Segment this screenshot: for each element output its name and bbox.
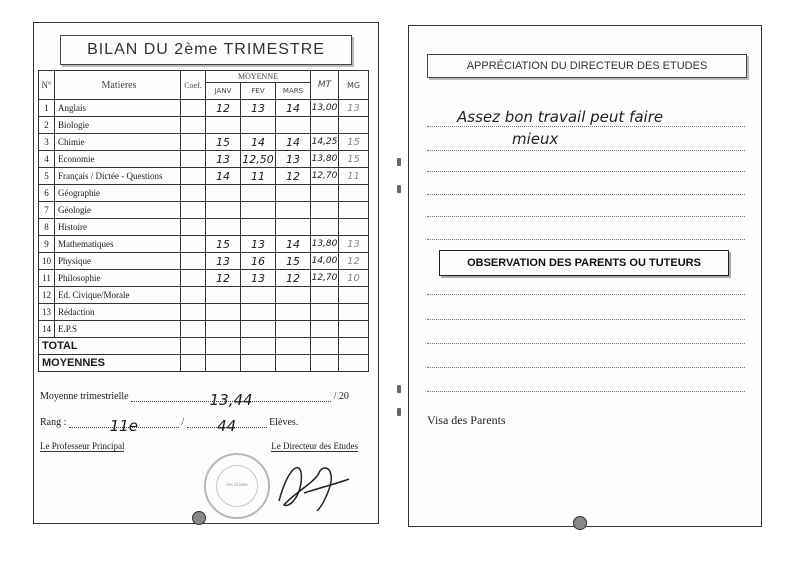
col-header-mt: MT — [311, 71, 339, 100]
row-number: 2 — [39, 117, 55, 134]
coef-cell — [181, 100, 206, 117]
subject-name: E.P.S — [55, 321, 181, 338]
coef-cell — [181, 134, 206, 151]
row-number: 13 — [39, 304, 55, 321]
row-number: 3 — [39, 134, 55, 151]
row-number: 11 — [39, 270, 55, 287]
moyenne-trim-value: 13,44 — [209, 391, 253, 409]
grade-mg: 13 — [339, 100, 369, 117]
grade-row — [39, 236, 369, 253]
coef-cell — [181, 151, 206, 168]
grade-fev: 14 — [241, 134, 276, 151]
dotted-line — [427, 367, 745, 368]
observation-title: OBSERVATION DES PARENTS OU TUTEURS — [439, 250, 729, 276]
grade-row — [39, 151, 369, 168]
coef-cell — [181, 219, 206, 236]
stamp-text: des Etudes — [216, 465, 258, 507]
grade-mt — [311, 321, 339, 338]
grade-mars: 15 — [276, 253, 311, 270]
row-number: 8 — [39, 219, 55, 236]
grade-mars: 12 — [276, 168, 311, 185]
subject-name: Français / Dictée - Questions — [55, 168, 181, 185]
visa-parents-label: Visa des Parents — [427, 413, 506, 427]
col-header-fev: FEV — [241, 83, 276, 100]
grade-fev: 16 — [241, 253, 276, 270]
grade-mars: 14 — [276, 236, 311, 253]
grade-fev: 13 — [241, 100, 276, 117]
grade-mg — [339, 321, 369, 338]
rang-separator: / — [181, 417, 185, 428]
col-header-mars: MARS — [276, 83, 311, 100]
grade-mt — [311, 304, 339, 321]
dotted-line — [427, 216, 745, 217]
grade-mt — [311, 185, 339, 202]
appreciation-title: APPRÉCIATION DU DIRECTEUR DES ETUDES — [427, 54, 747, 78]
grade-mg — [339, 219, 369, 236]
grade-row — [39, 134, 369, 151]
appreciation-page — [408, 25, 762, 527]
row-number: 4 — [39, 151, 55, 168]
grade-jan — [206, 219, 241, 236]
col-header-mg: MG — [339, 71, 369, 100]
subject-name: Biologie — [55, 117, 181, 134]
subject-name: Rédaction — [55, 304, 181, 321]
grade-mars — [276, 321, 311, 338]
grade-row — [39, 100, 369, 117]
grade-mt: 13,00 — [311, 100, 339, 117]
coef-cell — [181, 117, 206, 134]
grade-mt: 14,00 — [311, 253, 339, 270]
col-header-moyenne: MOYENNE — [206, 71, 311, 83]
grade-mg — [339, 202, 369, 219]
grade-mt: 13,80 — [311, 236, 339, 253]
grade-mt — [311, 287, 339, 304]
coef-cell — [181, 304, 206, 321]
col-header-jan: JANV — [206, 83, 241, 100]
grade-fev — [241, 321, 276, 338]
col-header-matieres: Matieres — [55, 71, 181, 100]
prof-principal-label: Le Professeur Principal — [40, 441, 125, 451]
subject-name: Géographie — [55, 185, 181, 202]
eleves-value: 44 — [217, 417, 237, 435]
row-number: 7 — [39, 202, 55, 219]
grade-jan — [206, 287, 241, 304]
dotted-line — [427, 319, 745, 320]
grades-body — [39, 100, 369, 338]
grade-mt: 12,70 — [311, 270, 339, 287]
director-signature — [259, 453, 359, 515]
grade-row — [39, 168, 369, 185]
grade-mt: 13,80 — [311, 151, 339, 168]
dotted-line — [427, 239, 745, 240]
grade-row — [39, 270, 369, 287]
subject-name: Ed. Civique/Morale — [55, 287, 181, 304]
grade-mars — [276, 219, 311, 236]
appreciation-text — [457, 106, 663, 150]
grade-mg — [339, 304, 369, 321]
grade-mt — [311, 117, 339, 134]
grade-mars — [276, 185, 311, 202]
row-number: 10 — [39, 253, 55, 270]
grade-row — [39, 202, 369, 219]
dotted-line — [427, 391, 745, 392]
grade-mg: 10 — [339, 270, 369, 287]
row-number: 12 — [39, 287, 55, 304]
grade-jan: 14 — [206, 168, 241, 185]
grade-row — [39, 321, 369, 338]
coef-cell — [181, 168, 206, 185]
grade-row — [39, 287, 369, 304]
grade-mars — [276, 202, 311, 219]
grade-fev: 11 — [241, 168, 276, 185]
moyennes-label: MOYENNES — [39, 355, 181, 372]
coef-cell — [181, 321, 206, 338]
subject-name: Géologie — [55, 202, 181, 219]
subject-name: Physique — [55, 253, 181, 270]
row-number: 6 — [39, 185, 55, 202]
grade-row — [39, 185, 369, 202]
row-number: 9 — [39, 236, 55, 253]
grade-jan — [206, 304, 241, 321]
coef-cell — [181, 202, 206, 219]
grade-mg: 15 — [339, 151, 369, 168]
binder-clip — [397, 408, 401, 416]
rang-line — [40, 417, 299, 435]
col-header-coef: Coef. — [181, 71, 206, 100]
subject-name: Anglais — [55, 100, 181, 117]
grade-fev — [241, 117, 276, 134]
grade-mars — [276, 117, 311, 134]
row-number: 14 — [39, 321, 55, 338]
grade-jan: 13 — [206, 253, 241, 270]
grade-mt — [311, 202, 339, 219]
subject-name: Economie — [55, 151, 181, 168]
grade-mars: 14 — [276, 134, 311, 151]
grade-jan — [206, 185, 241, 202]
rang-label: Rang : — [40, 417, 67, 428]
coef-cell — [181, 185, 206, 202]
eleves-label: Elèves. — [269, 417, 299, 428]
subject-name: Chimie — [55, 134, 181, 151]
grade-row — [39, 253, 369, 270]
appreciation-line-2: mieux — [512, 130, 559, 148]
grade-mars: 14 — [276, 100, 311, 117]
dotted-line — [427, 294, 745, 295]
row-number: 1 — [39, 100, 55, 117]
grade-mg: 15 — [339, 134, 369, 151]
grade-fev: 13 — [241, 270, 276, 287]
grade-jan: 13 — [206, 151, 241, 168]
moyenne-trim-suffix: / 20 — [333, 391, 349, 402]
grade-mt: 14,25 — [311, 134, 339, 151]
grade-mt: 12,70 — [311, 168, 339, 185]
binder-hole — [192, 511, 206, 525]
coef-cell — [181, 287, 206, 304]
grade-jan: 12 — [206, 270, 241, 287]
grade-fev — [241, 287, 276, 304]
grade-fev — [241, 202, 276, 219]
total-label: TOTAL — [39, 338, 181, 355]
grade-mg — [339, 287, 369, 304]
binder-hole — [573, 516, 587, 530]
coef-cell — [181, 236, 206, 253]
grade-fev — [241, 185, 276, 202]
subject-name: Histoire — [55, 219, 181, 236]
directeur-label: Le Directeur des Etudes — [271, 441, 358, 451]
grade-jan — [206, 321, 241, 338]
dotted-line — [427, 194, 745, 195]
grade-mars — [276, 304, 311, 321]
subject-name: Philosophie — [55, 270, 181, 287]
grade-fev — [241, 219, 276, 236]
col-header-no: N° — [39, 71, 55, 100]
binder-clip — [397, 158, 401, 166]
grade-mt — [311, 219, 339, 236]
rang-value: 11e — [109, 417, 139, 435]
moyenne-trim-label: Moyenne trimestrielle — [40, 391, 129, 402]
dotted-line — [427, 150, 745, 151]
dotted-line — [427, 171, 745, 172]
grade-mg: 11 — [339, 168, 369, 185]
coef-cell — [181, 253, 206, 270]
grades-table — [38, 70, 369, 372]
bilan-title: BILAN DU 2ème TRIMESTRE — [60, 35, 352, 65]
moyenne-trimestrielle-line — [40, 391, 349, 409]
grade-mars — [276, 287, 311, 304]
grade-mg: 12 — [339, 253, 369, 270]
grade-row — [39, 117, 369, 134]
grade-jan: 15 — [206, 134, 241, 151]
grade-mg: 13 — [339, 236, 369, 253]
subject-name: Mathematiques — [55, 236, 181, 253]
grade-fev — [241, 304, 276, 321]
binder-clip — [397, 385, 401, 393]
coef-cell — [181, 270, 206, 287]
binder-clip — [397, 185, 401, 193]
grade-jan — [206, 117, 241, 134]
grade-mg — [339, 185, 369, 202]
grade-jan — [206, 202, 241, 219]
grade-mg — [339, 117, 369, 134]
row-number: 5 — [39, 168, 55, 185]
dotted-line — [427, 343, 745, 344]
grade-mars: 12 — [276, 270, 311, 287]
grade-fev: 12,50 — [242, 152, 274, 166]
grade-row — [39, 219, 369, 236]
grade-jan: 15 — [206, 236, 241, 253]
bilan-page — [33, 22, 379, 524]
appreciation-line-1: Assez bon travail peut faire — [457, 108, 664, 126]
grade-fev: 13 — [241, 236, 276, 253]
grade-row — [39, 304, 369, 321]
grade-mars: 13 — [276, 151, 311, 168]
grade-jan: 12 — [206, 100, 241, 117]
